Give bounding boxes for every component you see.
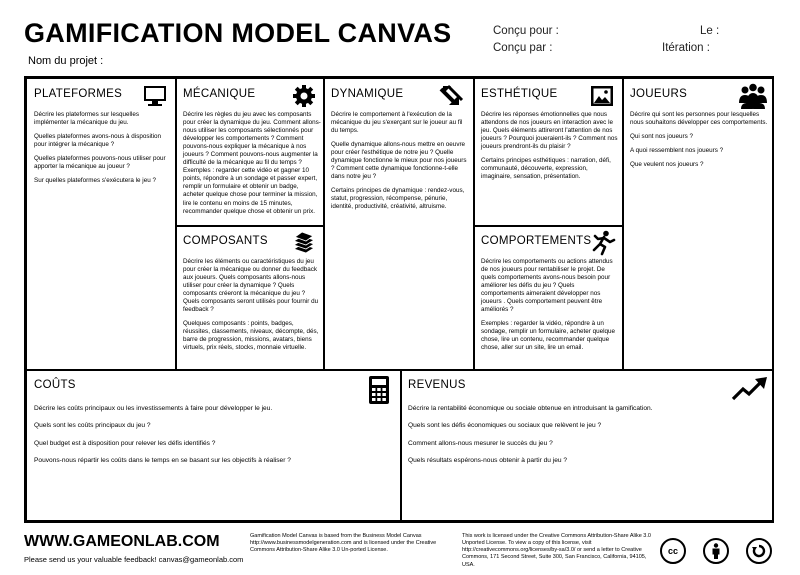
- footer-feedback: Please send us your valuable feedback! canvas@gameonlab.com: [24, 555, 244, 564]
- block-plateformes: [26, 78, 177, 371]
- block-text: Sur quelles plateformes s'exécutera le jeu ?: [34, 177, 156, 185]
- block-comportements: [473, 225, 624, 371]
- footer-credit: Gamification Model Canvas is based from the Business Model Canvas http://www.businessmodelgeneration.com and is licensed under the Creative Commons Attribution-Share Alike 3.0 Un-ported License.: [250, 533, 437, 554]
- block-text: Quelles plateformes pouvons-nous utiliser pour apporter la mécanique au joueur ?: [34, 155, 166, 171]
- block-text: Quels résultats espérons-nous obtenir à partir du jeu ?: [408, 457, 568, 465]
- block-text: Pouvons-nous répartir les coûts dans le temps en se basant sur les objectifs à réaliser ?: [34, 457, 291, 465]
- block-title: ESTHÉTIQUE: [481, 88, 558, 100]
- block-text: Quels sont les coûts principaux du jeu ?: [34, 422, 151, 430]
- block-body: [183, 258, 321, 359]
- block-title: DYNAMIQUE: [331, 88, 404, 100]
- share-alike-icon: [746, 538, 772, 564]
- block-body: [408, 405, 738, 472]
- iteration-label: Itération :: [662, 42, 710, 54]
- block-body: [34, 111, 172, 191]
- block-text: Certains principes esthétiques : narration, défi, communauté, découverte, expression, imaginaire, sensation, présentation.: [481, 157, 611, 181]
- block-title: COMPORTEMENTS: [481, 235, 592, 247]
- block-dynamique: [323, 78, 475, 371]
- model-canvas: [24, 76, 774, 523]
- block-esthetique: [473, 78, 624, 227]
- block-title: MÉCANIQUE: [183, 88, 256, 100]
- block-text: Comment allons-nous mesurer le succès du jeu ?: [408, 439, 553, 447]
- project-name-label: Nom du projet :: [28, 55, 104, 67]
- block-joueurs: [622, 78, 774, 371]
- monitor-icon: [143, 84, 167, 108]
- block-body: [34, 405, 364, 472]
- block-text: Décrire les règles du jeu avec les composants pour créer la dynamique du jeu. Comment allons-nous utiliser les composants sélectionnés pour développer les comportements ? Comment pouvons-nous expliquer la mécanique à nos joueurs ? Comment pouvons-nous augmenter la difficulté de la mécanique au fil du temps ? Exemples : regarder cette vidéo et gagner 10 points, répondre à un sondage et passer expert, remplir un formulaire et obtenir un badge, acheter quelque chose pour terminer la mission, lire le contenu en moins de 15 minutes, recommander quelque chose et obtenir un prix.: [183, 111, 321, 215]
- block-text: Qui sont nos joueurs ?: [630, 133, 694, 141]
- block-body: [630, 111, 770, 175]
- block-text: Que veulent nos joueurs ?: [630, 161, 704, 169]
- block-mecanique: [175, 78, 325, 227]
- block-text: Décrire le comportement à l'exécution de la mécanique du jeu s'exerçant sur le joueur au fil du temps.: [331, 111, 463, 135]
- block-text: Quelques composants : points, badges, réussites, classements, niveaux, décompte, dés, barre de progression, missions, avatars, biens virtuels, prix réels, stocks, monnaie virtuelle.: [183, 320, 319, 352]
- arrows-icon: [438, 83, 466, 111]
- block-text: Décrire les éléments ou caractéristiques du jeu pour créer la mécanique ou donner du feedback aux joueurs. Quels composants allons-nous utiliser pour créer la dynamique ? Quels composants créeront la mécanique du jeu ? Quels composants seront utilisés pour fournir du feedback ?: [183, 258, 319, 314]
- image-icon: [590, 84, 614, 108]
- page-title: GAMIFICATION MODEL CANVAS: [24, 18, 452, 48]
- block-text: Quelle dynamique allons-nous mettre en oeuvre pour créer l'esthétique de notre jeu ? Quelle dynamique fonctionne le mieux pour nos joueurs ? Comment cette dynamique fonctionne-t-elle dans notre jeu ?: [331, 141, 467, 181]
- running-person-icon: [590, 230, 616, 256]
- block-couts: [26, 369, 402, 521]
- calculator-icon: [369, 376, 389, 404]
- trend-up-icon: [731, 376, 769, 402]
- block-composants: [175, 225, 325, 371]
- block-title: REVENUS: [408, 379, 466, 391]
- stack-icon: [292, 231, 316, 255]
- block-title: PLATEFORMES: [34, 88, 123, 100]
- block-text: Décrire les plateformes sur lesquelles implémenter la mécanique du jeu.: [34, 111, 139, 127]
- block-revenus: [400, 369, 774, 521]
- block-body: [481, 258, 619, 359]
- block-text: Quels sont les défis économiques ou sociaux que relèvent le jeu ?: [408, 422, 602, 430]
- designed-for-label: Conçu pour :: [493, 25, 559, 37]
- cc-icon: cc: [660, 538, 686, 564]
- block-body: [183, 111, 321, 222]
- block-text: Quel budget est à disposition pour relever les défis identifiés ?: [34, 439, 216, 447]
- date-label: Le :: [700, 25, 720, 37]
- block-title: COMPOSANTS: [183, 235, 268, 247]
- block-text: Décrire les réponses émotionnelles que nous attendons de nos joueurs en interaction avec le jeu. Quels éléments attireront l'attention de nos joueurs ? Pourquoi joueraient-ils ? Comment nos joueurs prendront-ils du plaisir ?: [481, 111, 618, 151]
- footer-license: This work is licensed under the Creative Commons Attribution-Share Alike 3.0 Unported License. To view a copy of this license, visit http://creativecommons.org/licenses/by-sa/3.0/ or send a letter to Creative Commons, 171 Second Street, Suite 300, San Francisco, California, 94105, USA.: [462, 533, 651, 568]
- block-text: Décrire les coûts principaux ou les investissements à faire pour développer le jeu.: [34, 405, 273, 412]
- block-text: Quelles plateformes avons-nous à disposition pour intégrer la mécanique ?: [34, 133, 162, 149]
- designed-by-label: Conçu par :: [493, 42, 553, 54]
- block-body: [331, 111, 469, 218]
- block-text: Certains principes de dynamique : rendez-vous, statut, progression, récompense, pénurie, identité, productivité, créativité, altruisme.: [331, 187, 465, 211]
- group-icon: [738, 83, 768, 109]
- block-text: Décrire qui sont les personnes pour lesquelles nous souhaitons développer ces comportements.: [630, 111, 768, 127]
- block-text: A quoi ressemblent nos joueurs ?: [630, 147, 724, 155]
- block-title: JOUEURS: [630, 88, 688, 100]
- block-body: [481, 111, 619, 187]
- block-text: Décrire les comportements ou actions attendus de nos joueurs pour rentabiliser le projet. De quels comportements avons-nous besoin pour améliorer les défis du jeu ? Quels comportements aimeraient développer nos joueurs . Quels comportement peuvent être améliorés ?: [481, 258, 613, 314]
- gear-icon: [292, 84, 316, 108]
- attribution-icon: [703, 538, 729, 564]
- block-text: Décrire la rentabilité économique ou sociale obtenue en introduisant la gamification.: [408, 405, 653, 412]
- footer-url[interactable]: WWW.GAMEONLAB.COM: [24, 533, 220, 550]
- block-text: Exemples : regarder la vidéo, répondre à un sondage, remplir un formulaire, acheter quelque chose, lire un contenu, recommander quelque chose, aller sur un site, lire un email.: [481, 320, 616, 352]
- block-title: COÛTS: [34, 379, 76, 391]
